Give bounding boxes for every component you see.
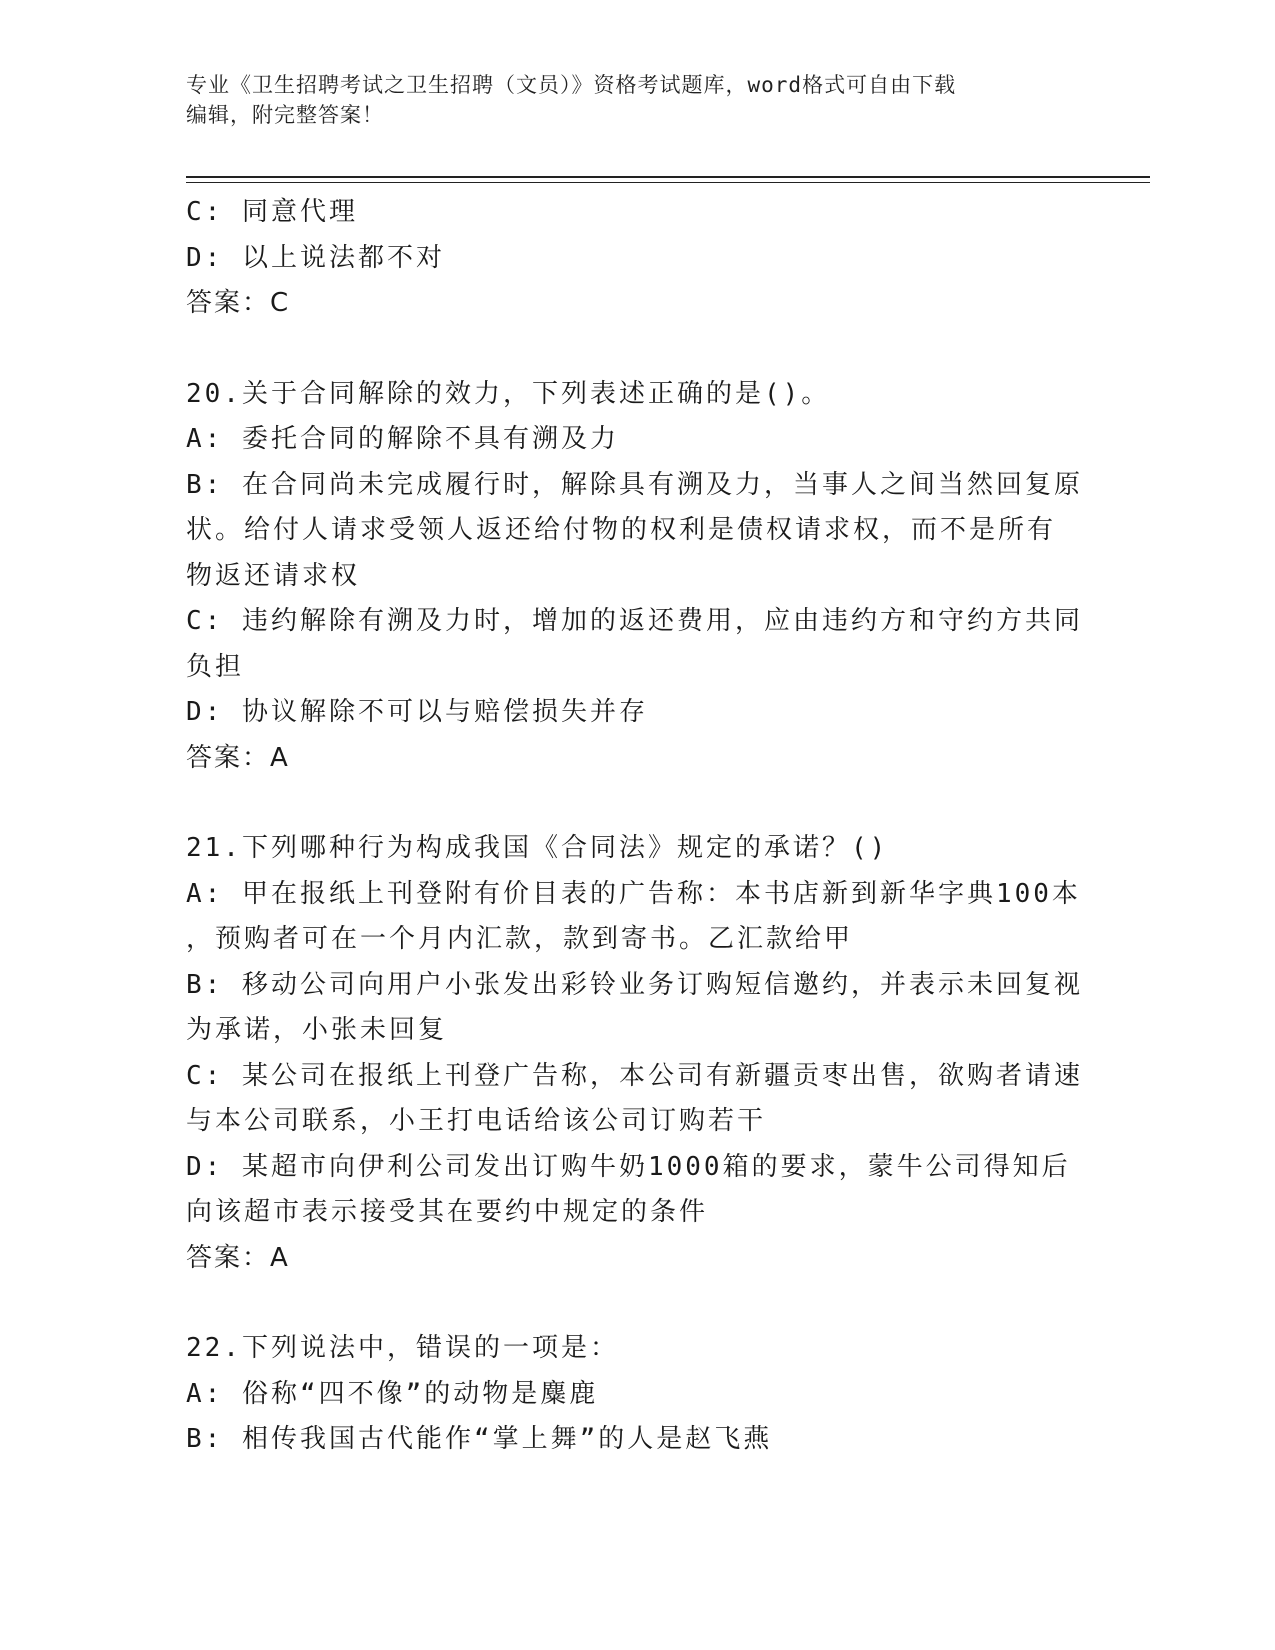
option-c: C: 同意代理 <box>186 197 358 227</box>
question-stem: 22.下列说法中，错误的一项是： <box>186 1333 619 1363</box>
question-block-21 <box>186 826 1086 1281</box>
answer-line: 答案：A <box>186 1242 290 1273</box>
option-b-continued: 状。给付人请求受领人返还给付物的权利是债权请求权，而不是所有 <box>186 515 1057 545</box>
block-spacer <box>186 781 1086 826</box>
option-b-continued: 物返还请求权 <box>186 560 361 591</box>
option-a-continued: ，预购者可在一个月内汇款，款到寄书。乙汇款给甲 <box>186 924 854 954</box>
header-line-2: 编辑，附完整答案！ <box>186 103 384 127</box>
header-line-1: 专业《卫生招聘考试之卫生招聘（文员）》资格考试题库，word格式可自由下载 <box>186 73 957 97</box>
option-a: A: 俗称“四不像”的动物是麋鹿 <box>186 1378 599 1409</box>
option-c: C: 某公司在报纸上刊登广告称，本公司有新疆贡枣出售，欲购者请速 <box>186 1060 1083 1091</box>
block-spacer <box>186 327 1086 372</box>
option-d: D: 协议解除不可以与赔偿损失并存 <box>186 697 648 727</box>
option-b: B: 相传我国古代能作“掌上舞”的人是赵飞燕 <box>186 1424 773 1454</box>
question-block-20 <box>186 372 1086 782</box>
answer-line: 答案：C <box>186 288 291 318</box>
option-d: D: 以上说法都不对 <box>186 242 445 273</box>
option-a: A: 甲在报纸上刊登附有价目表的广告称：本书店新到新华字典100本 <box>186 878 1081 909</box>
option-c: C: 违约解除有溯及力时，增加的返还费用，应由违约方和守约方共同 <box>186 606 1083 636</box>
option-b: B: 在合同尚未完成履行时，解除具有溯及力，当事人之间当然回复原 <box>186 469 1083 500</box>
answer-line: 答案：A <box>186 742 290 773</box>
header-rule-thin <box>186 182 1150 183</box>
document-header <box>186 70 1086 130</box>
option-a: A: 委托合同的解除不具有溯及力 <box>186 424 619 454</box>
question-content <box>186 190 1086 1463</box>
question-block-22 <box>186 1326 1086 1463</box>
option-b: B: 移动公司向用户小张发出彩铃业务订购短信邀约，并表示未回复视 <box>186 969 1083 1000</box>
question-block-19 <box>186 190 1086 327</box>
option-c-continued: 与本公司联系，小王打电话给该公司订购若干 <box>186 1106 767 1136</box>
header-rule-thick <box>186 176 1150 178</box>
question-stem: 21.下列哪种行为构成我国《合同法》规定的承诺？() <box>186 833 889 863</box>
question-stem: 20.关于合同解除的效力，下列表述正确的是()。 <box>186 378 831 409</box>
option-c-continued: 负担 <box>186 651 245 682</box>
block-spacer <box>186 1281 1086 1326</box>
option-b-continued: 为承诺，小张未回复 <box>186 1015 448 1045</box>
option-d: D: 某超市向伊利公司发出订购牛奶1000箱的要求，蒙牛公司得知后 <box>186 1151 1071 1182</box>
option-d-continued: 向该超市表示接受其在要约中规定的条件 <box>186 1197 709 1227</box>
